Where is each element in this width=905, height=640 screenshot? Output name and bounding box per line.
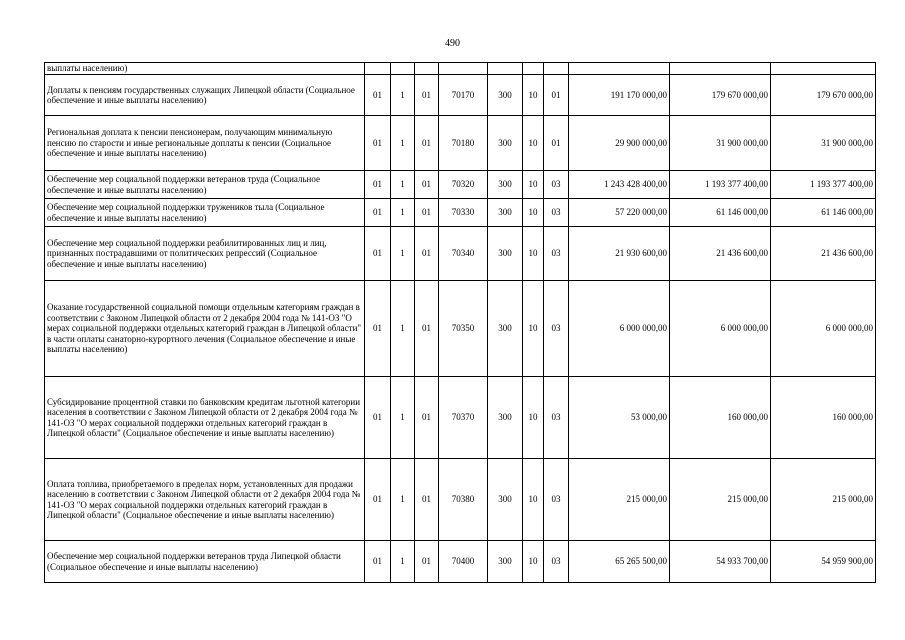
amount-cell: 215 000,00 — [569, 459, 670, 541]
code-cell: 01 — [544, 75, 569, 116]
table-row — [45, 75, 876, 116]
code-cell: 01 — [415, 116, 439, 171]
code-cell: 01 — [415, 75, 439, 116]
row-name: Региональная доплата к пенсии пенсионерам, получающим минимальную пенсию по старости и иные региональные доплаты к пенсии (Социальное обеспечение и иные выплаты населению) — [45, 116, 365, 171]
code-cell: 300 — [488, 199, 523, 227]
table-row — [45, 116, 876, 171]
code-cell: 300 — [488, 75, 523, 116]
amount-cell: 179 670 000,00 — [771, 75, 876, 116]
amount-cell: 53 000,00 — [569, 377, 670, 459]
code-cell: 1 — [391, 75, 415, 116]
code-cell: 01 — [365, 227, 391, 281]
code-cell: 01 — [415, 541, 439, 583]
page-number: 490 — [445, 38, 460, 49]
code-cell: 1 — [391, 377, 415, 459]
amount-cell: 215 000,00 — [771, 459, 876, 541]
amount-cell: 61 146 000,00 — [771, 199, 876, 227]
code-cell: 03 — [544, 227, 569, 281]
code-cell: 01 — [415, 377, 439, 459]
row-name: выплаты населению) — [45, 63, 365, 75]
code-cell: 300 — [488, 171, 523, 199]
code-cell: 300 — [488, 541, 523, 583]
code-cell: 03 — [544, 459, 569, 541]
code-cell — [365, 63, 391, 75]
amount-cell: 1 243 428 400,00 — [569, 171, 670, 199]
table-row — [45, 199, 876, 227]
code-cell: 70320 — [439, 171, 488, 199]
table-row — [45, 63, 876, 75]
code-cell: 70340 — [439, 227, 488, 281]
budget-table — [44, 62, 876, 583]
code-cell: 70380 — [439, 459, 488, 541]
table-row — [45, 281, 876, 377]
amount-cell: 179 670 000,00 — [670, 75, 771, 116]
table-row — [45, 171, 876, 199]
code-cell: 03 — [544, 377, 569, 459]
amount-cell: 29 900 000,00 — [569, 116, 670, 171]
amount-cell: 65 265 500,00 — [569, 541, 670, 583]
code-cell: 1 — [391, 541, 415, 583]
code-cell: 01 — [365, 377, 391, 459]
code-cell: 70330 — [439, 199, 488, 227]
code-cell: 01 — [365, 75, 391, 116]
code-cell — [544, 63, 569, 75]
row-name: Обеспечение мер социальной поддержки ветеранов труда (Социальное обеспечение и иные выплаты населению) — [45, 171, 365, 199]
code-cell: 1 — [391, 227, 415, 281]
code-cell — [415, 63, 439, 75]
code-cell: 01 — [365, 281, 391, 377]
code-cell: 70400 — [439, 541, 488, 583]
code-cell: 1 — [391, 459, 415, 541]
code-cell: 01 — [415, 199, 439, 227]
code-cell: 300 — [488, 377, 523, 459]
code-cell: 300 — [488, 459, 523, 541]
code-cell: 300 — [488, 116, 523, 171]
row-name: Оказание государственной социальной помощи отдельным категориям граждан в соответствии с Законом Липецкой области от 2 декабря 2004 года № 141-ОЗ "О мерах социальной поддержки отдельных категорий граждан в Липецкой области" в части оплаты санаторно-курортного лечения (Социальное обеспечение и иные выплаты населению) — [45, 281, 365, 377]
code-cell: 1 — [391, 199, 415, 227]
amount-cell: 31 900 000,00 — [771, 116, 876, 171]
amount-cell — [670, 63, 771, 75]
amount-cell: 21 436 600,00 — [670, 227, 771, 281]
code-cell: 70370 — [439, 377, 488, 459]
table-row — [45, 459, 876, 541]
amount-cell: 54 959 900,00 — [771, 541, 876, 583]
code-cell: 01 — [365, 116, 391, 171]
amount-cell: 1 193 377 400,00 — [771, 171, 876, 199]
code-cell — [439, 63, 488, 75]
code-cell: 10 — [523, 281, 544, 377]
code-cell: 03 — [544, 199, 569, 227]
table-row — [45, 541, 876, 583]
code-cell: 10 — [523, 75, 544, 116]
code-cell — [523, 63, 544, 75]
row-name: Доплаты к пенсиям государственных служащих Липецкой области (Социальное обеспечение и иные выплаты населению) — [45, 75, 365, 116]
code-cell — [488, 63, 523, 75]
code-cell: 70350 — [439, 281, 488, 377]
code-cell: 70180 — [439, 116, 488, 171]
code-cell: 01 — [415, 171, 439, 199]
code-cell: 10 — [523, 227, 544, 281]
amount-cell: 160 000,00 — [670, 377, 771, 459]
amount-cell: 21 436 600,00 — [771, 227, 876, 281]
code-cell: 1 — [391, 116, 415, 171]
amount-cell: 6 000 000,00 — [670, 281, 771, 377]
code-cell: 01 — [365, 171, 391, 199]
amount-cell: 54 933 700,00 — [670, 541, 771, 583]
code-cell: 10 — [523, 377, 544, 459]
row-name: Обеспечение мер социальной поддержки реабилитированных лиц и лиц, признанных пострадавшими от политических репрессий (Социальное обеспечение и иные выплаты населению) — [45, 227, 365, 281]
code-cell: 300 — [488, 227, 523, 281]
code-cell: 01 — [415, 281, 439, 377]
amount-cell: 21 930 600,00 — [569, 227, 670, 281]
amount-cell: 61 146 000,00 — [670, 199, 771, 227]
code-cell: 01 — [365, 541, 391, 583]
code-cell: 01 — [544, 116, 569, 171]
table-row — [45, 377, 876, 459]
code-cell — [391, 63, 415, 75]
code-cell: 10 — [523, 116, 544, 171]
amount-cell: 6 000 000,00 — [569, 281, 670, 377]
code-cell: 70170 — [439, 75, 488, 116]
amount-cell: 160 000,00 — [771, 377, 876, 459]
amount-cell: 215 000,00 — [670, 459, 771, 541]
amount-cell: 1 193 377 400,00 — [670, 171, 771, 199]
code-cell: 01 — [415, 459, 439, 541]
code-cell: 300 — [488, 281, 523, 377]
code-cell: 10 — [523, 171, 544, 199]
code-cell: 10 — [523, 459, 544, 541]
code-cell: 1 — [391, 281, 415, 377]
amount-cell: 57 220 000,00 — [569, 199, 670, 227]
row-name: Субсидирование процентной ставки по банковским кредитам льготной категории населения в соответствии с Законом Липецкой области от 2 декабря 2004 года № 141-ОЗ "О мерах социальной поддержки отдельных категорий граждан в Липецкой области" (Социальное обеспечение и иные выплаты населению) — [45, 377, 365, 459]
code-cell: 10 — [523, 541, 544, 583]
amount-cell — [771, 63, 876, 75]
amount-cell: 31 900 000,00 — [670, 116, 771, 171]
code-cell: 01 — [365, 199, 391, 227]
amount-cell — [569, 63, 670, 75]
row-name: Оплата топлива, приобретаемого в пределах норм, установленных для продажи населению в соответствии с Законом Липецкой области от 2 декабря 2004 года № 141-ОЗ "О мерах социальной поддержки отдельных категорий граждан в Липецкой области" (Социальное обеспечение и иные выплаты населению) — [45, 459, 365, 541]
code-cell: 1 — [391, 171, 415, 199]
row-name: Обеспечение мер социальной поддержки тружеников тыла (Социальное обеспечение и иные выплаты населению) — [45, 199, 365, 227]
amount-cell: 191 170 000,00 — [569, 75, 670, 116]
amount-cell: 6 000 000,00 — [771, 281, 876, 377]
code-cell: 10 — [523, 199, 544, 227]
code-cell: 03 — [544, 171, 569, 199]
row-name: Обеспечение мер социальной поддержки ветеранов труда Липецкой области (Социальное обеспечение и иные выплаты населению) — [45, 541, 365, 583]
code-cell: 03 — [544, 281, 569, 377]
table-row — [45, 227, 876, 281]
code-cell: 01 — [415, 227, 439, 281]
code-cell: 03 — [544, 541, 569, 583]
code-cell: 01 — [365, 459, 391, 541]
